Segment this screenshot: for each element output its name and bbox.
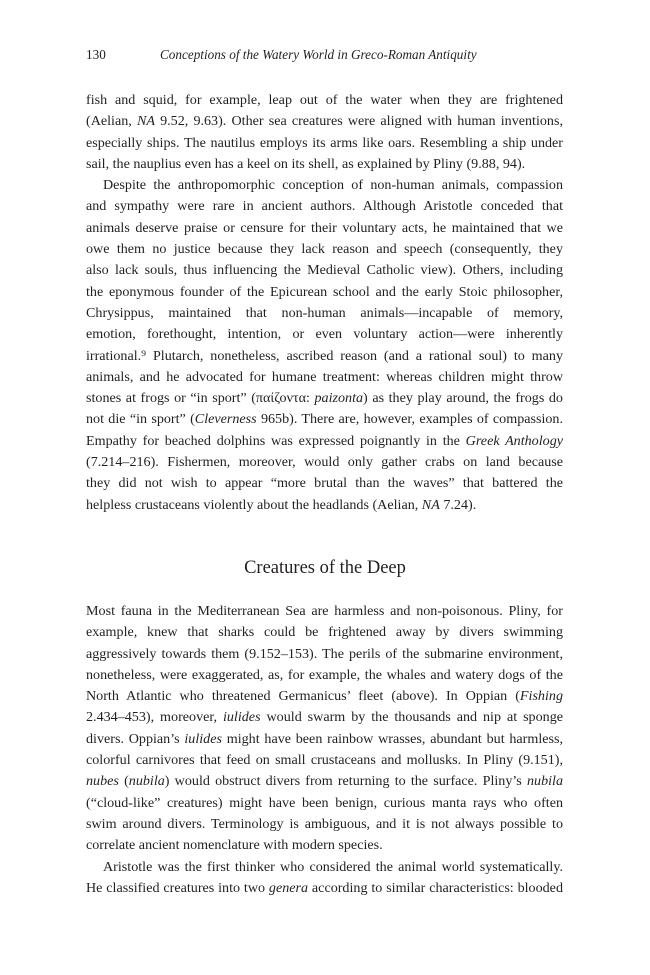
text-run: might have been rainbow wrasses, abundant but harmless, [221,730,564,747]
text-line [86,431,563,452]
text-run: 965b). There are, however, examples of compassion. [256,411,563,428]
text-run: 9.52, 9.63). Other sea creatures were aligned with human inventions, [154,113,563,130]
italic-text: nubila [526,773,563,790]
italic-text: Greek Anthology [465,432,563,449]
text-line [86,111,563,132]
text-run: North Atlantic who threatened Germanicus’ fleet (above). In Oppian ( [86,688,520,705]
text-line [86,495,563,516]
text-run: (7.214–216). Fishermen, moreover, would only gather crabs on land because [86,454,563,471]
italic-text: NA [136,113,155,130]
text-line [86,303,563,324]
text-run: divers. Oppian’s [86,730,185,747]
text-run: swim around divers. Terminology is ambiguous, and it is not always possible to [86,815,563,832]
text-run: colorful carnivores that feed on small crustaceans and mollusks. In Pliny (9.151), [86,752,563,769]
text-line [86,750,563,771]
text-run: the eponymous founder of the Epicurean school and the early Stoic philosopher, [86,283,563,300]
italic-text: iulides [184,730,222,747]
text-run: Chrysippus, maintained that non-human animals—incapable of memory, [86,304,563,321]
text-line [86,239,563,260]
section-heading: Creatures of the Deep [244,558,406,578]
text-run: also lack souls, thus influencing the Medieval Catholic view). Others, including [86,262,563,279]
text-run: Aristotle was the first thinker who considered the animal world systematically. [103,858,563,875]
text-line [86,218,563,239]
text-run: emotion, forethought, intention, or even voluntary action—were inherently [86,326,563,343]
text-line [86,324,563,345]
text-line [86,601,563,622]
text-run: animals, and he advocated for humane treatment: whereas children might throw [86,368,563,385]
text-line [86,857,563,878]
text-line [86,175,563,196]
text-run: especially ships. The nautilus employs its arms like oars. Resembling a ship under [86,134,563,151]
text-line [86,835,563,856]
text-run: Most fauna in the Mediterranean Sea are harmless and non-poisonous. Pliny, for [86,603,563,619]
body-text-lower [86,601,563,899]
page-number: 130 [86,47,106,62]
text-line [86,793,563,814]
text-run: and sympathy were rare in ancient authors. Although Aristotle conceded that [86,198,563,215]
text-line [86,707,563,728]
text-run: nonetheless, were exaggerated, as, for example, the whales and watery dogs of the [86,666,563,683]
text-line [86,452,563,473]
text-run: owe them no justice because they lack reason and speech (consequently, they [86,241,563,258]
text-run: not die “in sport” ( [86,411,195,428]
text-line [86,133,563,154]
italic-text: NA [421,496,440,513]
text-line [86,622,563,643]
text-line [86,878,563,899]
italic-text: nubes [86,773,119,790]
text-line [86,282,563,303]
text-line [86,367,563,388]
text-run: (Aelian, [86,113,137,130]
text-line [86,154,563,175]
text-line [86,346,563,367]
text-run: irrational.⁹ Plutarch, nonetheless, ascribed reason (and a rational soul) to many [86,347,563,364]
text-run: ) as they play around, the frogs do [363,390,563,407]
text-line [86,260,563,281]
text-line [86,196,563,217]
running-title: Conceptions of the Watery World in Greco-Roman Antiquity [160,47,477,62]
text-run: 2.434–453), moreover, [86,709,223,726]
text-run: sail, the nauplius even has a keel on its shell, as explained by Pliny (9.88, 94). [86,155,526,172]
text-run: animals deserve praise or censure for their voluntary acts, he maintained that we [86,219,563,236]
text-run: Empathy for beached dolphins was expressed poignantly in the [86,432,466,449]
text-line [86,473,563,494]
italic-text: paizonta [314,390,364,407]
italic-text: Cleverness [194,411,257,428]
text-run: they did not wish to appear “more brutal than the waves” that battered the [86,475,563,492]
text-line [86,686,563,707]
text-line [86,665,563,686]
italic-text: nubila [128,773,165,790]
text-run: He classified creatures into two [86,879,269,896]
text-run: would swarm by the thousands and nip at sponge [260,709,563,726]
text-line [86,388,563,409]
text-run: Despite the anthropomorphic conception of non-human animals, compassion [103,177,563,194]
text-run: ) would obstruct divers from returning to the surface. Pliny’s [164,773,527,790]
text-line [86,90,563,111]
text-run: correlate ancient nomenclature with modern species. [86,837,383,854]
text-line [86,409,563,430]
text-run: ( [118,773,129,790]
text-run: aggressively towards them (9.152–153). The perils of the submarine environment, [86,645,563,662]
text-run: 7.24). [439,496,477,513]
italic-text: iulides [222,709,261,726]
text-line [86,644,563,665]
text-line [86,729,563,750]
text-run: stones at frogs or “in sport” (παίζοντα: [86,390,315,407]
body-text-upper [86,90,563,516]
text-run: example, knew that sharks could be frightened away by divers swimming [86,624,563,641]
text-run: fish and squid, for example, leap out of the water when they are frightened [86,92,563,108]
text-run: (“cloud-like” creatures) might have been benign, curious manta rays who often [86,794,563,811]
text-run: helpless crustaceans violently about the headlands (Aelian, [86,496,422,513]
text-run: according to similar characteristics: blooded [308,879,563,896]
italic-text: Fishing [519,688,563,705]
italic-text: genera [268,879,309,896]
text-line [86,814,563,835]
text-line [86,771,563,792]
